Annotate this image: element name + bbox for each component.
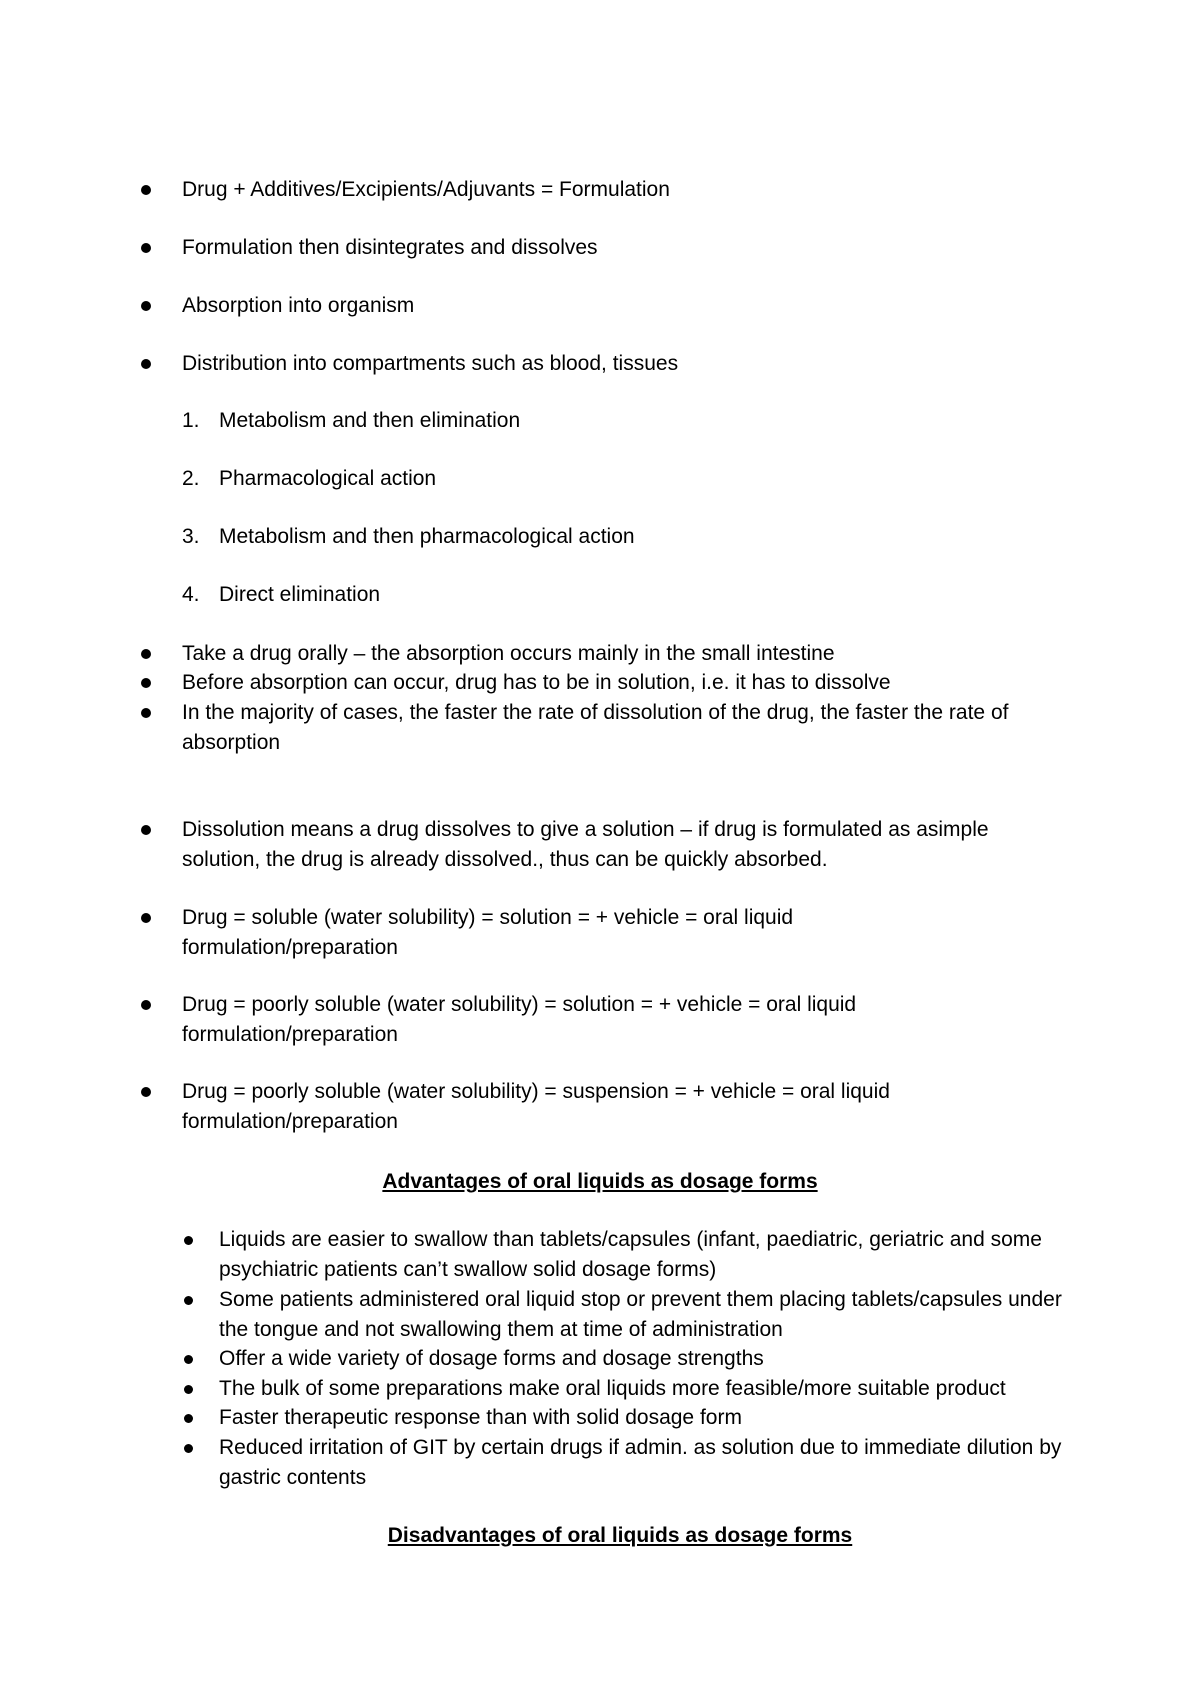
bullet-text: Distribution into compartments such as blood, tissues xyxy=(182,352,679,375)
bullet-icon xyxy=(141,185,151,195)
item-number: 4. xyxy=(182,583,200,606)
bullet-icon xyxy=(141,1087,151,1097)
bullet-text: Drug + Additives/Excipients/Adjuvants = Formulation xyxy=(182,178,670,201)
bullet-text: Formulation then disintegrates and dissolves xyxy=(182,236,598,259)
bullet-text: Take a drug orally – the absorption occurs mainly in the small intestine xyxy=(182,642,835,665)
advantage-text: Some patients administered oral liquid stop or prevent them placing tablets/capsules under the tongue and not swallowing them at time of administration xyxy=(219,1288,1062,1341)
bullet-icon xyxy=(184,1296,193,1305)
bullet-text: Drug = soluble (water solubility) = solution = + vehicle = oral liquid formulation/preparation xyxy=(182,906,794,959)
bullet-icon xyxy=(141,301,151,311)
bullet-icon xyxy=(141,243,151,253)
bullet-text: Drug = poorly soluble (water solubility) = solution = + vehicle = oral liquid formulation/preparation xyxy=(182,993,857,1046)
item-text: Metabolism and then pharmacological action xyxy=(219,525,635,548)
bullet-icon xyxy=(184,1236,193,1245)
item-text: Direct elimination xyxy=(219,583,381,606)
bullet-icon xyxy=(141,1000,151,1010)
advantage-text: Liquids are easier to swallow than tablets/capsules (infant, paediatric, geriatric and some psychiatric patients can’t swallow solid dosage forms) xyxy=(219,1228,1042,1281)
item-number: 2. xyxy=(182,467,200,490)
bullet-icon xyxy=(184,1444,193,1453)
bullet-icon xyxy=(184,1385,193,1394)
bullet-icon xyxy=(141,359,151,369)
item-text: Metabolism and then elimination xyxy=(219,409,521,432)
bullet-icon xyxy=(141,825,151,835)
advantage-text: Offer a wide variety of dosage forms and dosage strengths xyxy=(219,1347,764,1370)
item-text: Pharmacological action xyxy=(219,467,437,490)
item-number: 3. xyxy=(182,525,200,548)
bullet-text: Drug = poorly soluble (water solubility) = suspension = + vehicle = oral liquid formulation/preparation xyxy=(182,1080,890,1133)
bullet-icon xyxy=(141,649,151,659)
bullet-text: In the majority of cases, the faster the rate of dissolution of the drug, the faster the rate of absorption xyxy=(182,701,1009,754)
advantage-text: The bulk of some preparations make oral liquids more feasible/more suitable product xyxy=(219,1377,1006,1400)
bullet-text: Before absorption can occur, drug has to be in solution, i.e. it has to dissolve xyxy=(182,671,891,694)
disadvantages-heading: Disadvantages of oral liquids as dosage forms xyxy=(387,1524,853,1547)
bullet-text: Absorption into organism xyxy=(182,294,415,317)
advantages-heading: Advantages of oral liquids as dosage forms xyxy=(382,1170,818,1193)
bullet-icon xyxy=(184,1355,193,1364)
bullet-text: Dissolution means a drug dissolves to give a solution – if drug is formulated as asimple solution, the drug is already dissolved., thus can be quickly absorbed. xyxy=(182,818,989,871)
bullet-icon xyxy=(141,913,151,923)
advantage-text: Reduced irritation of GIT by certain drugs if admin. as solution due to immediate dilution by gastric contents xyxy=(219,1436,1062,1489)
bullet-icon xyxy=(141,678,151,688)
advantage-text: Faster therapeutic response than with solid dosage form xyxy=(219,1406,742,1429)
bullet-icon xyxy=(184,1414,193,1423)
bullet-icon xyxy=(141,708,151,718)
item-number: 1. xyxy=(182,409,200,432)
